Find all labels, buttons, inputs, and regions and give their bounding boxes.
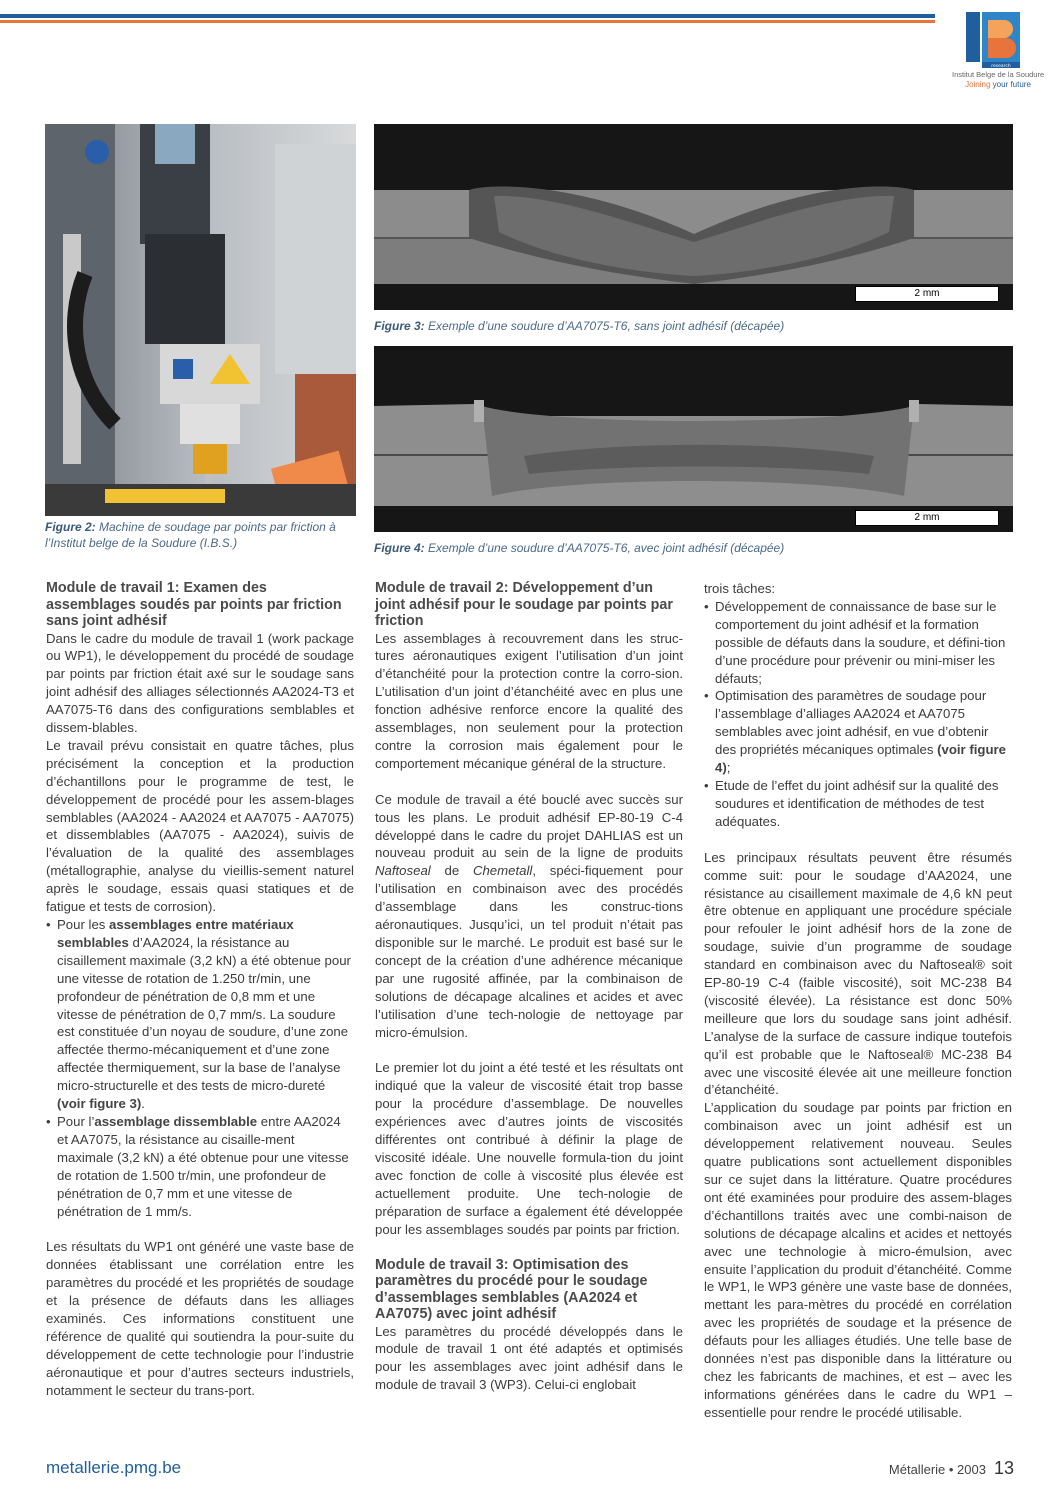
paragraph: Les résultats du WP1 ont généré une vaste base de données établissant une corrélation entre les paramètres du procédé et les propriétés de soudage et la présence de défauts dans les alliages examinés. Ces informations constituent une référence de qualité qui soutiendra la pour-suite du développement de cette technologie pour l’industrie aéronautique et pour d’autres secteurs industriels, notamment le secteur du trans-port. [46,1239,354,1398]
paragraph: Le travail prévu consistait en quatre tâches, plus précisément la conception et la production d’échantillons pour le programme de test, le développement de procédé pour les assem-blages semblables (AA2024 - AA2024 et AA7075 - AA7075) et dissemblables (AA7075 - AA2024), suivis de l’évaluation de la qualité des assemblages (métallographie, analyse du vieillis-sement naturel après le soudage, essais quasi statiques et de fatigue et tests de corrosion). [46,737,354,915]
figure-2-caption: Figure 2: Machine de soudage par points par friction à l’Institut belge de la Soudure (I.B.S.) [45,520,336,550]
list-item: • Développement de connaissance de base sur le comportement du joint adhésif et la formation possible de défauts dans la soudure, et défini-tion d’une procédure pour prévenir ou mini-miser les défauts; [704,598,1012,688]
ibs-logo-mark [966,12,1020,68]
list-item: • Etude de l’effet du joint adhésif sur la qualité des soudures et identification de méthodes de test adéquates. [704,777,1012,831]
figure-4-scale-bar: 2 mm [855,510,999,526]
footer-publication [889,1458,1014,1479]
ibs-logo [952,10,1044,90]
article-column-2 [375,580,683,1394]
figure-4-caption: Figure 4: Exemple d’une soudure d’AA7075-T6, avec joint adhésif (décapée) [374,541,785,555]
header-rule-orange [0,20,935,23]
figure-3-caption: Figure 3: Exemple d’une soudure d’AA7075-T6, sans joint adhésif (décapée) [374,319,785,333]
paragraph: Dans le cadre du module de travail 1 (work package ou WP1), le développement du procédé de soudage par points par friction était axé sur le soudage sans joint adhésif des alliages sélectionnés AA2024-T3 et AA7075-T6 dans des configurations semblables et dissem-blables. [46,630,354,736]
section-heading-wp2: Module de travail 2: Développement d’un joint adhésif pour le soudage par points par friction [375,580,673,629]
section-heading-wp3: Module de travail 3: Optimisation des paramètres du procédé pour le soudage d’assemblages semblables (AA2024 et AA7075) avec joint adhésif [375,1256,648,1322]
paragraph: Les assemblages à recouvrement dans les struc-tures aéronautiques exigent l’utilisation d’un joint d’étanchéité pour la protection contre la corro-sion. L’utilisation d’un joint d’étanchéité avec en plus une fonction adhésive renforce encore la qualité des assemblages, non seulement pour la protection contre la corrosion mais également pour le comportement mécanique général de la structure. [375,630,683,771]
bullet-list [704,598,1012,831]
figure-4-weld-micrograph [374,346,1013,532]
list-item: • Optimisation des paramètres de soudage pour l’assemblage d’alliages AA2024 et AA7075 semblables avec joint adhésif, en vue d’obtenir des propriétés mécaniques optimales (voir figure 4); [704,687,1012,777]
logo-tagline: Joining your future [965,80,1031,89]
figure-3-weld-micrograph [374,124,1013,310]
paragraph: L’application du soudage par points par friction en combinaison avec un joint adhésif est un développement relativement nouveau. Seules quatre publications sont actuellement disponibles sur ce sujet dans la littérature. Quatre procédures ont été examinées pour produire des assem-blages d’échantillons traités avec une combi-naison de solutions de décapage alcalins et acides et nettoyés avec une technologie à micro-émulsion, avec ensuite l’application du produit d’étanchéité. Comme le WP1, le WP3 génère une vaste base de données, mettant les para-mètres du procédé en corrélation avec les propriétés de soudage et la présence de défauts pour les alliages étudiés. Une telle base de données n’est pas disponible dans la littérature ou chez les fabricants de machines, et est – avec les informations générées dans le cadre du WP1 – essentielle pour rendre le procédé utilisable. [704,1100,1012,1420]
footer-website-link[interactable]: metallerie.pmg.be [46,1458,182,1477]
list-item: • Pour l’assemblage dissemblable entre AA2024 et AA7075, la résistance au cisaille-ment maximale (3,2 kN) a été obtenue pour une vitesse de rotation de 1.500 tr/min, une profondeur de pénétration de 0,7 mm et une vitesse de pénétration de 1 mm/s. [46,1113,354,1220]
paragraph: Ce module de travail a été bouclé avec succès sur tous les plans. Le produit adhésif EP-80-19 C-4 développé dans le cadre du projet DAHLIAS est un nouveau produit au sein de la ligne de produits Naftoseal de Chemetall, spéci-fiquement pour l’utilisation en combinaison avec des procédés d’assemblage dans les construc-tions aéronautiques. Jusqu’ici, un tel produit n’était pas disponible sur le marché. Le produit est basé sur le concept de la création d’une adhérence mécanique par une rugosité affinée, par la combinaison de solutions de décapage alcalines et acides et avec l’utilisation d’une tech-nologie de nettoyage par micro-émulsion. [375,791,684,1040]
figure-2-machine-photo [45,124,356,516]
paragraph: Les principaux résultats peuvent être résumés comme suit: pour le soudage d’AA2024, une résistance au cisaillement maximale de 4,6 kN peut être obtenue en appliquant une procédure spéciale pour refouler le joint adhésif hors de la zone de soudage, suivie d’un programme de soudage standard en combinaison avec du Naftoseal® soit EP-80-19 C-4 (faible viscosité), soit MC-238 B4 (viscosité élevée). La résistance est donc 50% meilleure que lors du soudage sans joint adhésif. L’analyse de la surface de cassure indique toutefois qu’il est probable que le Naftoseal® MC-238 B4 avec une viscosité élevée ait une meilleure fonction d’étanchéité. [704,849,1012,1098]
svg-text:research: research [991,64,1011,68]
figure-3-scale-bar: 2 mm [855,286,999,302]
publication-name: Métallerie • 2003 [888,1462,986,1477]
page-number: 13 [993,1458,1014,1478]
list-item: • Pour les assemblages entre matériaux semblables d’AA2024, la résistance au cisaillement maximale (3,2 kN) a été obtenue pour une vitesse de rotation de 1.250 tr/min, une profondeur de pénétration de 0,8 mm et une vitesse de pénétration de 0,7 mm/s. La soudure est constituée d’un noyau de soudure, d’une zone affectée thermo-mécaniquement et d’une zone affectée thermiquement, sur la base de l’analyse micro-structurelle et des tests de micro-dureté (voir figure 3). [46,916,354,1113]
bullet-list [46,916,354,1220]
section-heading-wp1: Module de travail 1: Examen des assemblages soudés par points par friction sans joint adhésif [46,580,342,629]
paragraph: trois tâches: [704,581,776,596]
logo-org-name: Institut Belge de la Soudure [952,70,1045,79]
header-rule-blue [0,14,935,18]
paragraph: Le premier lot du joint a été testé et les résultats ont indiqué que la valeur de viscosité était trop basse pour la procédure d’assemblage. De nouvelles expériences avec d’autres joints de viscosités différentes ont contribué à définir la plage de viscosité idéale. Une nouvelle formula-tion du joint avec fonction de colle à viscosité plus élevée est actuellement produite. Une tech-nologie de préparation de surface a également été développée pour les assemblages soudés par points par friction. [375,1060,683,1237]
paragraph: Les paramètres du procédé développés dans le module de travail 1 ont été adaptés et optimisés pour les assemblages avec joint adhésif dans le module de travail 3 (WP3). Celui-ci englobait [375,1323,683,1393]
article-column-3 [704,580,1012,1422]
article-column-1 [46,580,354,1400]
